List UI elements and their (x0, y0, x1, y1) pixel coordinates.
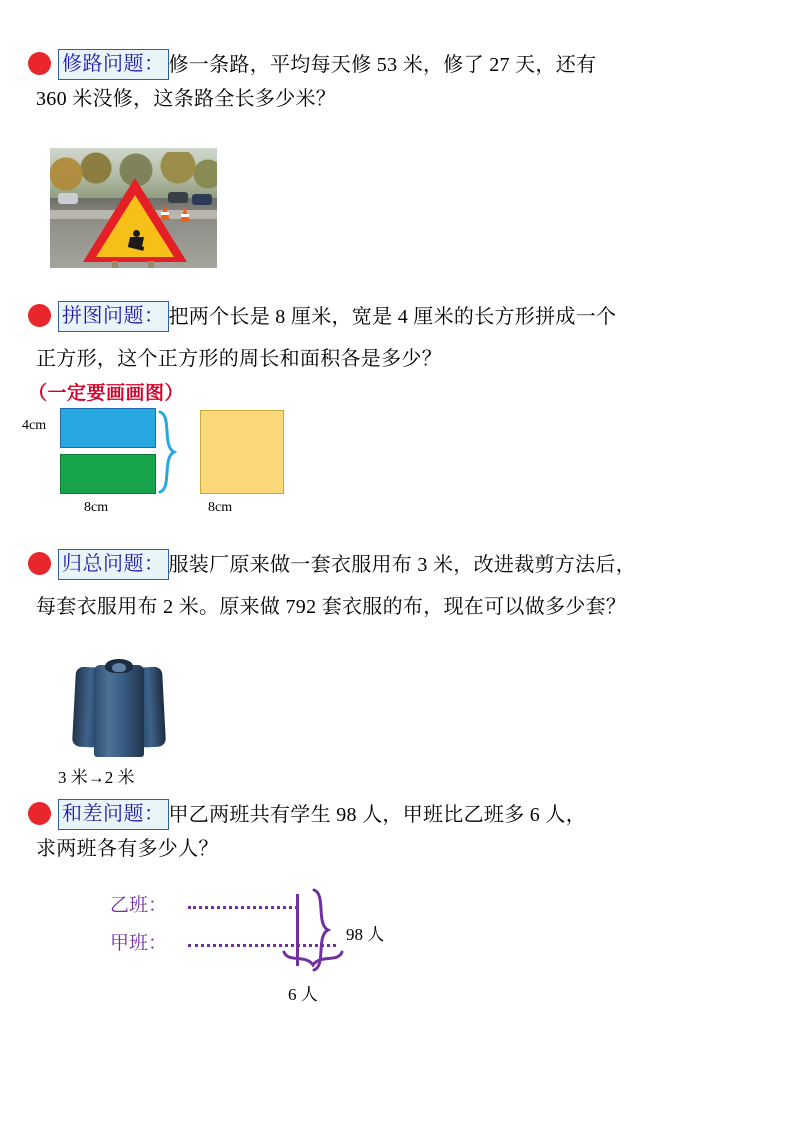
problem-4-tag: 和差问题： (58, 799, 169, 830)
problem-4-text-line-1: 甲乙两班共有学生 98 人，甲班比乙班多 6 人， (168, 804, 586, 826)
brace-icon (158, 410, 192, 494)
red-dot-bullet-icon (28, 304, 51, 327)
problem-1-tag: 修路问题： (58, 49, 169, 80)
problem-3-text-line-1: 服装厂原来做一套衣服用布 3 米，改进裁剪方法后， (168, 554, 636, 576)
photo-car-3 (58, 193, 78, 204)
problem-1 (28, 48, 768, 116)
problem-2-note: （一定要画画图） (28, 383, 185, 404)
problem-1-text-line-2: 360 米没修，这条路全长多少米？ (36, 88, 337, 110)
shirt-photo (72, 655, 167, 760)
problem-4-line-2 (28, 832, 768, 866)
label-total-98: 98 人 (346, 925, 385, 944)
red-dot-bullet-icon (28, 552, 51, 575)
photo-car-2 (192, 194, 212, 205)
problem-4-text-line-2: 求两班各有多少人？ (36, 838, 219, 860)
sum-difference-line-diagram (110, 890, 470, 1018)
problem-3-tag: 归总问题： (58, 549, 169, 580)
road-work-sign-photo (50, 148, 217, 268)
problem-1-text-line-1: 修一条路，平均每天修 53 米，修了 27 天，还有 (168, 54, 597, 76)
brace-difference-icon (282, 950, 346, 974)
problem-1-line-1 (28, 48, 768, 82)
problem-1-line-2 (28, 82, 768, 116)
problem-3 (28, 548, 768, 624)
rectangle-green (60, 454, 156, 494)
problem-3-text-line-2: 每套衣服用布 2 米。原来做 792 套衣服的布，现在可以做多少套？ (36, 596, 627, 618)
road-worker-icon (124, 230, 148, 254)
sign-post-left (112, 261, 118, 268)
shirt-figure (50, 655, 230, 787)
shirt-caption: 3 米→2 米 (58, 768, 135, 787)
problem-2 (28, 300, 768, 411)
rectangle-blue (60, 408, 156, 448)
rectangles-to-square-diagram (22, 404, 322, 522)
line-class-yi (188, 906, 298, 909)
problem-2-line-2 (28, 342, 768, 411)
red-dot-bullet-icon (28, 52, 51, 75)
sign-post-right (148, 261, 154, 268)
problem-4-line-1 (28, 798, 768, 832)
problem-2-text-line-1: 把两个长是 8 厘米，宽是 4 厘米的长方形拼成一个 (168, 306, 617, 328)
label-class-jia: 甲班： (110, 933, 168, 954)
problem-2-line-1 (28, 300, 768, 334)
problem-4 (28, 798, 768, 866)
square-yellow (200, 410, 284, 494)
problem-2-text-line-2: 正方形，这个正方形的周长和面积各是多少？ (36, 348, 442, 370)
label-width-left-8cm: 8cm (84, 500, 109, 515)
shirt-collar (105, 659, 133, 673)
problem-3-line-2 (28, 590, 768, 624)
label-class-yi: 乙班： (110, 895, 168, 916)
red-dot-bullet-icon (28, 802, 51, 825)
label-width-right-8cm: 8cm (208, 500, 233, 515)
label-height-4cm: 4cm (22, 418, 47, 433)
shirt-torso (94, 665, 144, 757)
label-difference-6: 6 人 (288, 985, 318, 1004)
problem-2-tag: 拼图问题： (58, 301, 169, 332)
problem-3-line-1 (28, 548, 768, 582)
